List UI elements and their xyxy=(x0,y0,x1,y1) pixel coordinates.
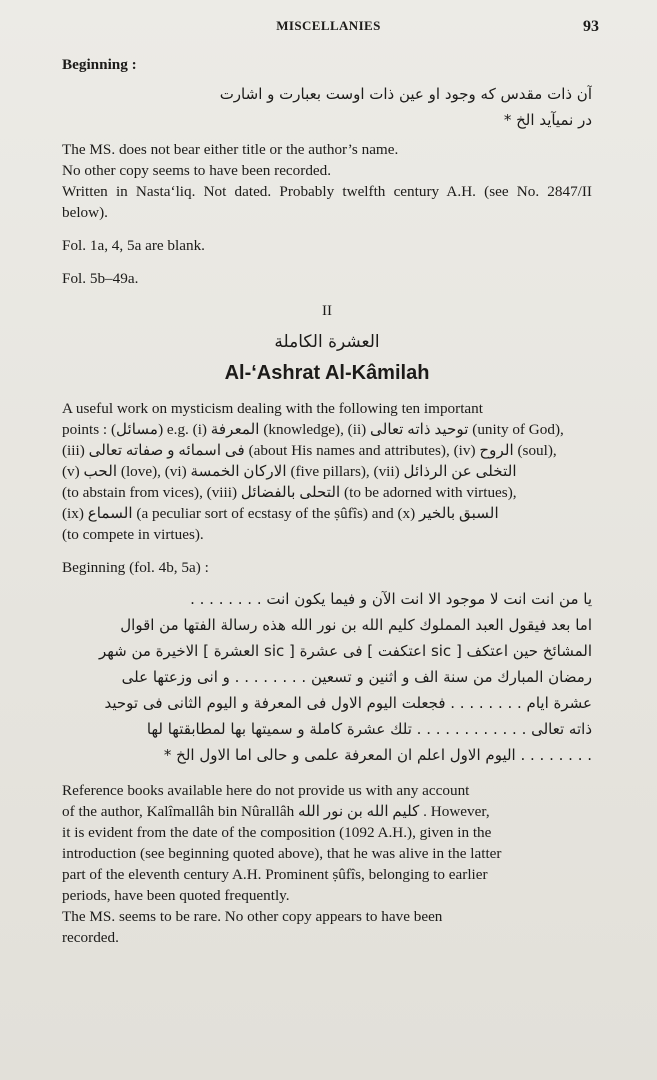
description-line: A useful work on mysticism dealing with the following ten important xyxy=(62,400,483,417)
arabic-line: آن ذات مقدس که وجود او عین ذات اوست بعبارت و اشارت xyxy=(219,85,592,103)
description-paragraph xyxy=(62,398,592,545)
reference-paragraph xyxy=(62,780,592,906)
reference-line: of the author, Kalîmallâh bin Nûrallâh كليم الله بن نور الله . However, xyxy=(62,803,490,820)
note-line: No other copy seems to have been recorded. xyxy=(62,162,332,179)
arabic-line: اما بعد فيقول العبد المملوك كليم الله بن نور الله هذه رسالة الفتها من اقوال xyxy=(120,616,592,634)
note-line: The MS. does not bear either title or the author’s name. xyxy=(62,141,399,158)
arabic-quote-2 xyxy=(62,586,592,768)
rarity-line: recorded. xyxy=(62,929,119,946)
page-content xyxy=(62,50,592,948)
description-line: (v) الحب (love), (vi) الاركان الخمسة (five pillars), (vii) التخلى عن الرذائل xyxy=(62,463,517,480)
arabic-line: يا من انت انت لا موجود الا انت الآن و فيما يكون انت . . . . . . . . xyxy=(190,590,592,608)
reference-line: introduction (see beginning quoted above), that he was alive in the latter xyxy=(62,845,502,862)
written-note: Written in Nasta‘liq. Not dated. Probably twelfth century A.H. (see No. 2847/II below). xyxy=(62,183,592,221)
beginning-label: Beginning : xyxy=(62,56,137,73)
running-head: MISCELLANIES xyxy=(276,18,381,33)
arabic-line: رمضان المبارك من سنة الف و اثنين و تسعين . . . . . . . . و انى وزعتها على xyxy=(121,668,592,686)
arabic-line: . . . . . . . . اليوم الاول اعلم ان المعرفة علمى و حالى اما الاول الخ * xyxy=(163,746,592,764)
arabic-line: عشرة ايام . . . . . . . . فجعلت اليوم الاول فى المعرفة و اليوم الثانى فى توحيد xyxy=(104,694,592,712)
arabic-line: المشائخ حين اعتكف [ sic اعتكفت ] فى عشرة [ sic العشرة ] الاخيرة من شهر xyxy=(98,642,592,660)
section-title: Al-‘Ashrat Al-Kâmilah xyxy=(224,362,430,384)
reference-line: Reference books available here do not provide us with any account xyxy=(62,782,470,799)
arabic-quote-1 xyxy=(62,81,592,133)
rarity-paragraph xyxy=(62,906,592,948)
page-number: 93 xyxy=(583,18,599,35)
description-line: (ix) السماع (a peculiar sort of ecstasy of the ṣûfîs) and (x) السبق بالخير xyxy=(62,505,499,522)
arabic-line: در نمیآید الخ * xyxy=(503,111,592,129)
beginning-label-2: Beginning (fol. 4b, 5a) : xyxy=(62,559,209,576)
rarity-line: The MS. seems to be rare. No other copy appears to have been xyxy=(62,908,443,925)
reference-line: periods, have been quoted frequently. xyxy=(62,887,290,904)
section-number: II xyxy=(322,303,332,319)
description-line: (to compete in virtues). xyxy=(62,526,204,543)
description-line: (to abstain from vices), (viii) التحلى بالفضائل (to be adorned with virtues), xyxy=(62,484,517,501)
fol-range-note: Fol. 5b–49a. xyxy=(62,270,139,287)
description-line: points : (مسائل) e.g. (i) المعرفة (knowledge), (ii) توحيد ذاته تعالى (unity of God), xyxy=(62,421,564,438)
page-header xyxy=(0,18,657,40)
arabic-line: ذاته تعالى . . . . . . . . . . . . تلك عشرة كاملة و سميتها بها لمطابقتها لها xyxy=(146,720,592,738)
reference-line: part of the eleventh century A.H. Prominent ṣûfîs, belonging to earlier xyxy=(62,866,488,883)
section-title-arabic: العشرة الكاملة xyxy=(274,332,380,352)
reference-line: it is evident from the date of the composition (1092 A.H.), given in the xyxy=(62,824,492,841)
description-line: (iii) فى اسمائه و صفاته تعالى (about His names and attributes), (iv) الروح (soul), xyxy=(62,442,557,459)
fol-blank-note: Fol. 1a, 4, 5a are blank. xyxy=(62,237,205,254)
